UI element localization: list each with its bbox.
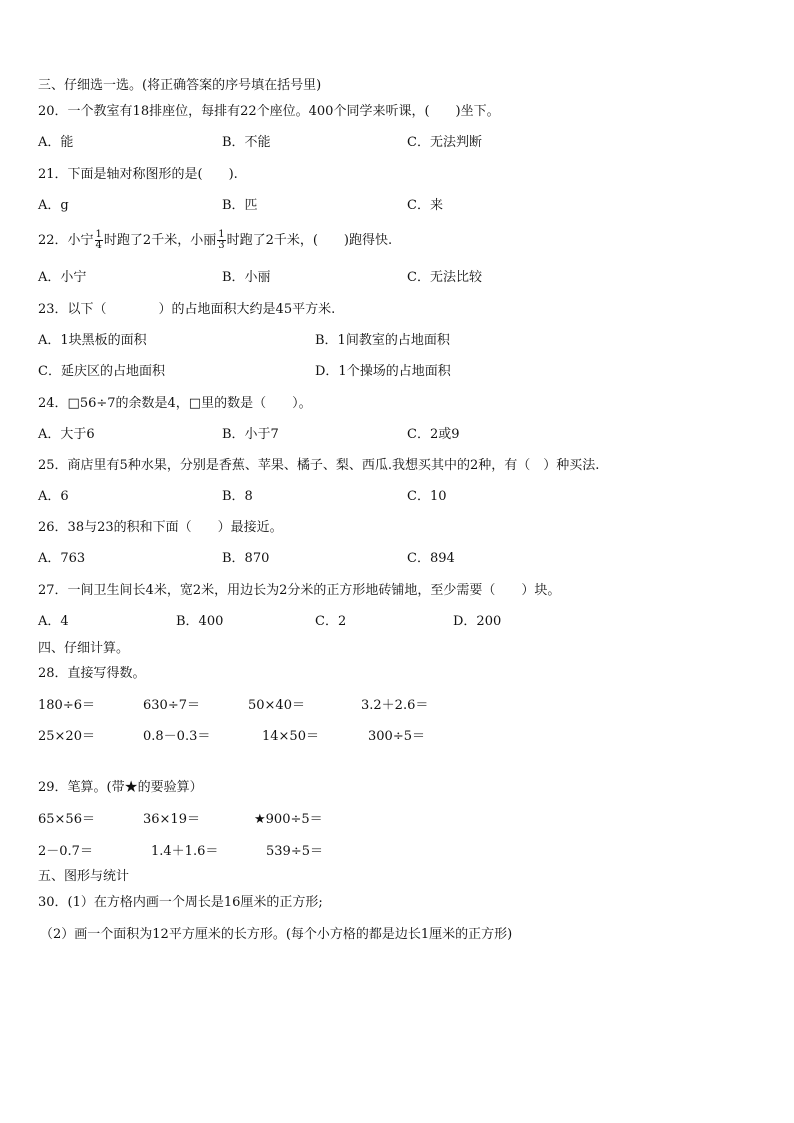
option-a: A．1块黑板的面积 [38, 333, 147, 348]
question-22 [38, 228, 392, 254]
option-a: A．g [38, 198, 69, 213]
option-c: C．无法判断 [407, 135, 482, 150]
q22-text-3: 时跑了2千米，( )跑得快. [226, 233, 393, 248]
question-21: 21．下面是轴对称图形的是( ). [38, 167, 238, 182]
option-d: D．1个操场的占地面积 [315, 364, 451, 379]
question-23: 23．以下（ ）的占地面积大约是45平方米. [38, 302, 336, 317]
option-c: C．894 [407, 551, 455, 566]
option-c: C．延庆区的占地面积 [38, 364, 165, 379]
calc-item: 1.4＋1.6＝ [151, 844, 219, 859]
calc-item: 50×40＝ [248, 698, 305, 713]
option-b: B．1间教室的占地面积 [315, 333, 450, 348]
option-a: A．763 [38, 551, 86, 566]
calc-item: 36×19＝ [143, 812, 200, 827]
option-a: A．小宁 [38, 270, 87, 285]
option-b: B．870 [222, 551, 270, 566]
calc-item: ★900÷5＝ [254, 812, 323, 827]
option-c: C．2或9 [407, 427, 460, 442]
calc-item: 0.8－0.3＝ [143, 729, 211, 744]
option-a: A．能 [38, 135, 74, 150]
option-c: C．来 [407, 198, 443, 213]
calc-item: 2－0.7＝ [38, 844, 93, 859]
section-5-title: 五、图形与统计 [38, 869, 130, 884]
question-30-part-2: （2）画一个面积为12平方厘米的长方形。(每个小方格的都是边长1厘米的正方形) [40, 927, 513, 942]
option-b: B．小丽 [222, 270, 271, 285]
option-a: A．大于6 [38, 427, 95, 442]
q22-text-2: 时跑了2千米，小丽 [103, 233, 217, 248]
q22-text-1: 22．小宁 [38, 233, 94, 248]
option-c: C．2 [315, 614, 347, 629]
calc-item: 14×50＝ [262, 729, 319, 744]
option-b: B．8 [222, 489, 253, 504]
question-27: 27．一间卫生间长4米，宽2米，用边长为2分米的正方形地砖铺地，至少需要（ ）块。 [38, 583, 561, 598]
fraction-one-third: $\frac{1}{3}$ [218, 229, 225, 251]
option-d: D．200 [453, 614, 502, 629]
option-a: A．6 [38, 489, 69, 504]
option-b: B．匹 [222, 198, 258, 213]
question-29: 29．笔算。(带★的要验算） [38, 780, 203, 795]
question-30-part-1: 30．(1）在方格内画一个周长是16厘米的正方形; [38, 895, 323, 910]
calc-item: 25×20＝ [38, 729, 95, 744]
section-4-title: 四、仔细计算。 [38, 641, 130, 656]
question-25: 25．商店里有5种水果，分别是香蕉、苹果、橘子、梨、西瓜.我想买其中的2种，有（ ）种买法. [38, 458, 600, 473]
option-b: B．小于7 [222, 427, 279, 442]
question-28: 28．直接写得数。 [38, 666, 146, 681]
calc-item: 630÷7＝ [143, 698, 200, 713]
calc-item: 65×56＝ [38, 812, 95, 827]
question-26: 26．38与23的积和下面（ ）最接近。 [38, 520, 283, 535]
calc-item: 180÷6＝ [38, 698, 95, 713]
option-c: C．10 [407, 489, 447, 504]
calc-item: 3.2＋2.6＝ [361, 698, 429, 713]
option-a: A．4 [38, 614, 69, 629]
section-3-title: 三、仔细选一选。(将正确答案的序号填在括号里) [38, 78, 322, 93]
calc-item: 300÷5＝ [368, 729, 425, 744]
calc-item: 539÷5＝ [266, 844, 323, 859]
option-b: B．400 [176, 614, 224, 629]
fraction-one-quarter: $\frac{1}{4}$ [95, 229, 102, 251]
question-24: 24．□56÷7的余数是4，□里的数是（ ）。 [38, 396, 312, 411]
question-20: 20．一个教室有18排座位，每排有22个座位。400个同学来听课，( )坐下。 [38, 104, 500, 119]
option-b: B．不能 [222, 135, 271, 150]
option-c: C．无法比较 [407, 270, 482, 285]
